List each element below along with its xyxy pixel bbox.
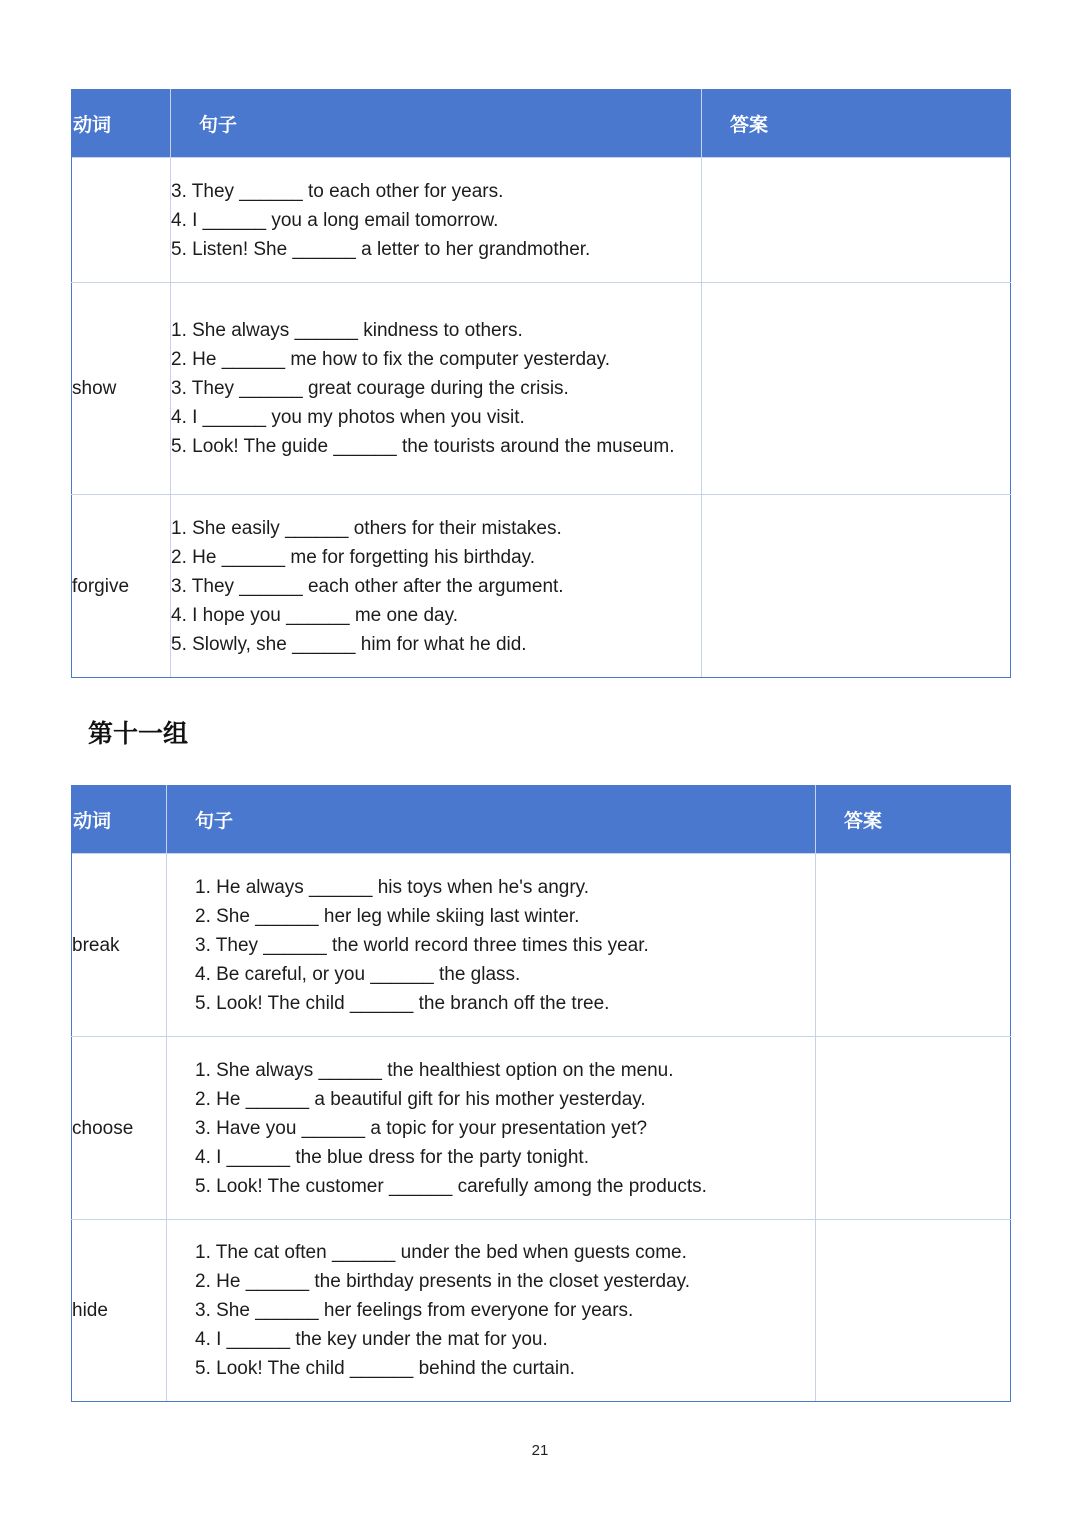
sentence-line: 3. Have you ______ a topic for your presentation yet?	[195, 1117, 648, 1139]
sentence-line: 4. I ______ you my photos when you visit.	[171, 407, 525, 428]
sentence-cell	[171, 495, 702, 678]
verb-cell	[72, 158, 171, 283]
page-number: 21	[531, 1442, 549, 1459]
answer-cell[interactable]	[702, 495, 1011, 678]
sentence-line: 4. Be careful, or you ______ the glass.	[195, 963, 521, 985]
sentence-line: 2. She ______ her leg while skiing last winter.	[195, 905, 580, 927]
sentence-line: 3. They ______ great courage during the crisis.	[171, 378, 569, 399]
sentence-line: 2. He ______ the birthday presents in the closet yesterday.	[195, 1271, 691, 1292]
sentence-line: 2. He ______ a beautiful gift for his mother yesterday.	[195, 1088, 646, 1110]
answer-cell[interactable]	[816, 854, 1011, 1037]
sentence-line: 5. Look! The customer ______ carefully among the products.	[195, 1175, 707, 1197]
sentence-line: 1. The cat often ______ under the bed when guests come.	[195, 1242, 687, 1263]
section-title: 第十一组	[88, 720, 189, 748]
sentence-line: 5. Look! The child ______ the branch off the tree.	[195, 992, 610, 1014]
verb-cell: show	[72, 283, 171, 495]
sentence-line: 5. Look! The child ______ behind the curtain.	[195, 1358, 575, 1379]
verb-cell: forgive	[72, 495, 171, 678]
answer-cell[interactable]	[816, 1037, 1011, 1220]
sentence-line: 4. I hope you ______ me one day.	[171, 604, 458, 626]
table-row	[72, 495, 1011, 678]
answer-cell[interactable]	[702, 158, 1011, 283]
answer-cell[interactable]	[816, 1220, 1011, 1402]
sentence-line: 1. She always ______ kindness to others.	[171, 320, 523, 341]
sentence-line: 3. They ______ to each other for years.	[171, 180, 504, 202]
sentence-cell	[171, 283, 702, 495]
table-row	[72, 854, 1011, 1037]
sentence-line: 1. She always ______ the healthiest option on the menu.	[195, 1059, 674, 1081]
sentence-line: 3. They ______ the world record three times this year.	[195, 934, 649, 956]
table-row	[72, 1220, 1011, 1402]
sentence-cell	[171, 158, 702, 283]
sentence-line: 5. Slowly, she ______ him for what he did.	[171, 633, 527, 655]
sentence-line: 4. I ______ the key under the mat for you.	[195, 1329, 548, 1350]
header-answer: 答案	[816, 785, 1011, 854]
sentence-line: 1. He always ______ his toys when he's angry.	[195, 876, 590, 898]
table-row	[72, 1037, 1011, 1220]
verb-cell: break	[72, 854, 167, 1037]
header-verb: 动词	[72, 785, 167, 854]
verb-cell: hide	[72, 1220, 167, 1402]
sentence-line: 3. She ______ her feelings from everyone for years.	[195, 1300, 634, 1321]
table-header-row	[72, 89, 1011, 158]
table-header-row	[72, 785, 1011, 854]
sentence-cell	[167, 1037, 816, 1220]
sentence-cell	[167, 854, 816, 1037]
verb-cell: choose	[72, 1037, 167, 1220]
answer-cell[interactable]	[702, 283, 1011, 495]
header-answer: 答案	[702, 89, 1011, 158]
table-row	[72, 158, 1011, 283]
verb-table-1	[71, 89, 1011, 678]
sentence-line: 3. They ______ each other after the argument.	[171, 575, 564, 597]
table-row	[72, 283, 1011, 495]
verb-table-2	[71, 785, 1011, 1402]
sentence-line: 4. I ______ the blue dress for the party tonight.	[195, 1146, 589, 1168]
sentence-line: 4. I ______ you a long email tomorrow.	[171, 209, 499, 231]
sentence-line: 5. Listen! She ______ a letter to her grandmother.	[171, 238, 591, 260]
sentence-line: 1. She easily ______ others for their mistakes.	[171, 517, 562, 539]
sentence-line: 2. He ______ me how to fix the computer yesterday.	[171, 349, 610, 370]
sentence-line: 2. He ______ me for forgetting his birthday.	[171, 546, 536, 568]
header-verb: 动词	[72, 89, 171, 158]
header-sentence: 句子	[171, 89, 702, 158]
header-sentence: 句子	[167, 785, 816, 854]
sentence-cell	[167, 1220, 816, 1402]
sentence-line: 5. Look! The guide ______ the tourists around the museum.	[171, 436, 675, 457]
